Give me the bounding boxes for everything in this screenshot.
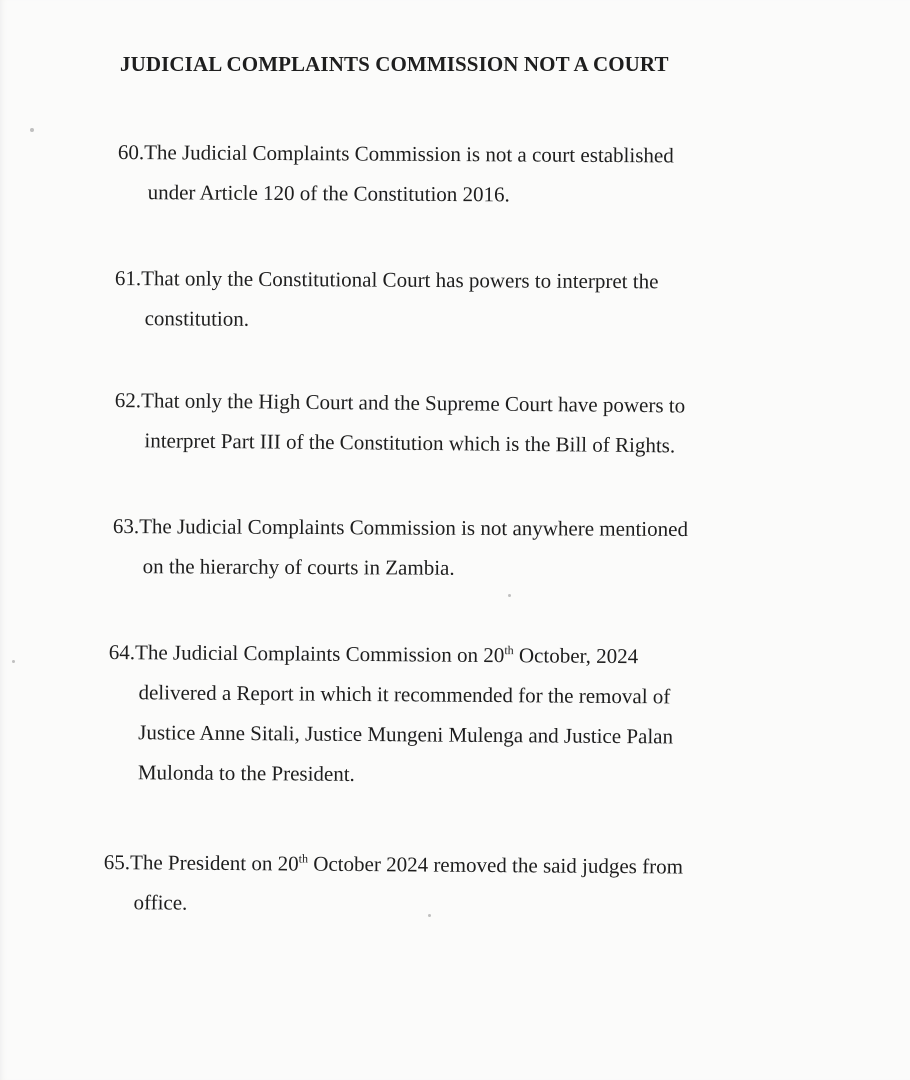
paragraph-text: Justice Anne Sitali, Justice Mungeni Mulenga and Justice Palan [138,720,674,749]
page-heading: JUDICIAL COMPLAINTS COMMISSION NOT A COURT [120,52,669,76]
scan-speck [428,914,431,917]
paragraph-first-line [118,132,674,175]
paragraph-first-line [115,380,686,425]
paragraph-text: October 2024 removed the said judges from [307,851,684,879]
paragraph-text: October, 2024 [513,643,639,669]
scan-speck [12,660,15,663]
paragraph-number: 65. [103,849,131,875]
paragraph-text: That only the High Court and the Supreme Court have powers to [140,388,686,418]
paragraph-text: The President on 20 [129,850,299,876]
paragraph-text: constitution. [144,306,250,331]
paragraph-text: The Judicial Complaints Commission is not a court established [144,140,674,168]
paragraph-60 [118,132,674,215]
paragraph-number: 61. [114,265,142,291]
paragraph-64 [108,632,674,796]
paragraph-first-line [115,258,659,301]
paragraph-text: on the hierarchy of courts in Zambia. [142,554,455,580]
paragraph-text: interpret Part III of the Constitution which is the Bill of Rights. [144,428,676,458]
scan-speck [508,594,511,597]
ordinal-suffix: th [298,851,309,866]
paragraph-first-line [104,842,683,887]
paragraph-63 [113,506,689,589]
paragraph-65 [103,842,683,927]
paragraph-number: 62. [114,387,142,413]
paragraph-text: That only the Constitutional Court has powers to interpret the [141,266,659,294]
paragraph-number: 60. [117,139,145,165]
paragraph-text: Mulonda to the President. [137,760,355,786]
paragraph-text: delivered a Report in which it recommended for the removal of [138,680,671,709]
ordinal-suffix: th [504,643,514,658]
paragraph-first-line [109,632,674,676]
paragraph-text: The Judicial Complaints Commission on 20 [134,640,505,668]
paragraph-number: 64. [108,639,136,665]
paragraph-number: 63. [112,513,140,539]
scan-speck [30,128,34,132]
paragraph-text: office. [133,890,188,915]
paragraph-text: under Article 120 of the Constitution 2016. [147,180,510,207]
paragraph-62 [114,380,685,465]
paragraph-first-line [113,506,688,549]
paragraph-61 [115,258,659,341]
paragraph-text: The Judicial Complaints Commission is not anywhere mentioned [139,514,689,542]
